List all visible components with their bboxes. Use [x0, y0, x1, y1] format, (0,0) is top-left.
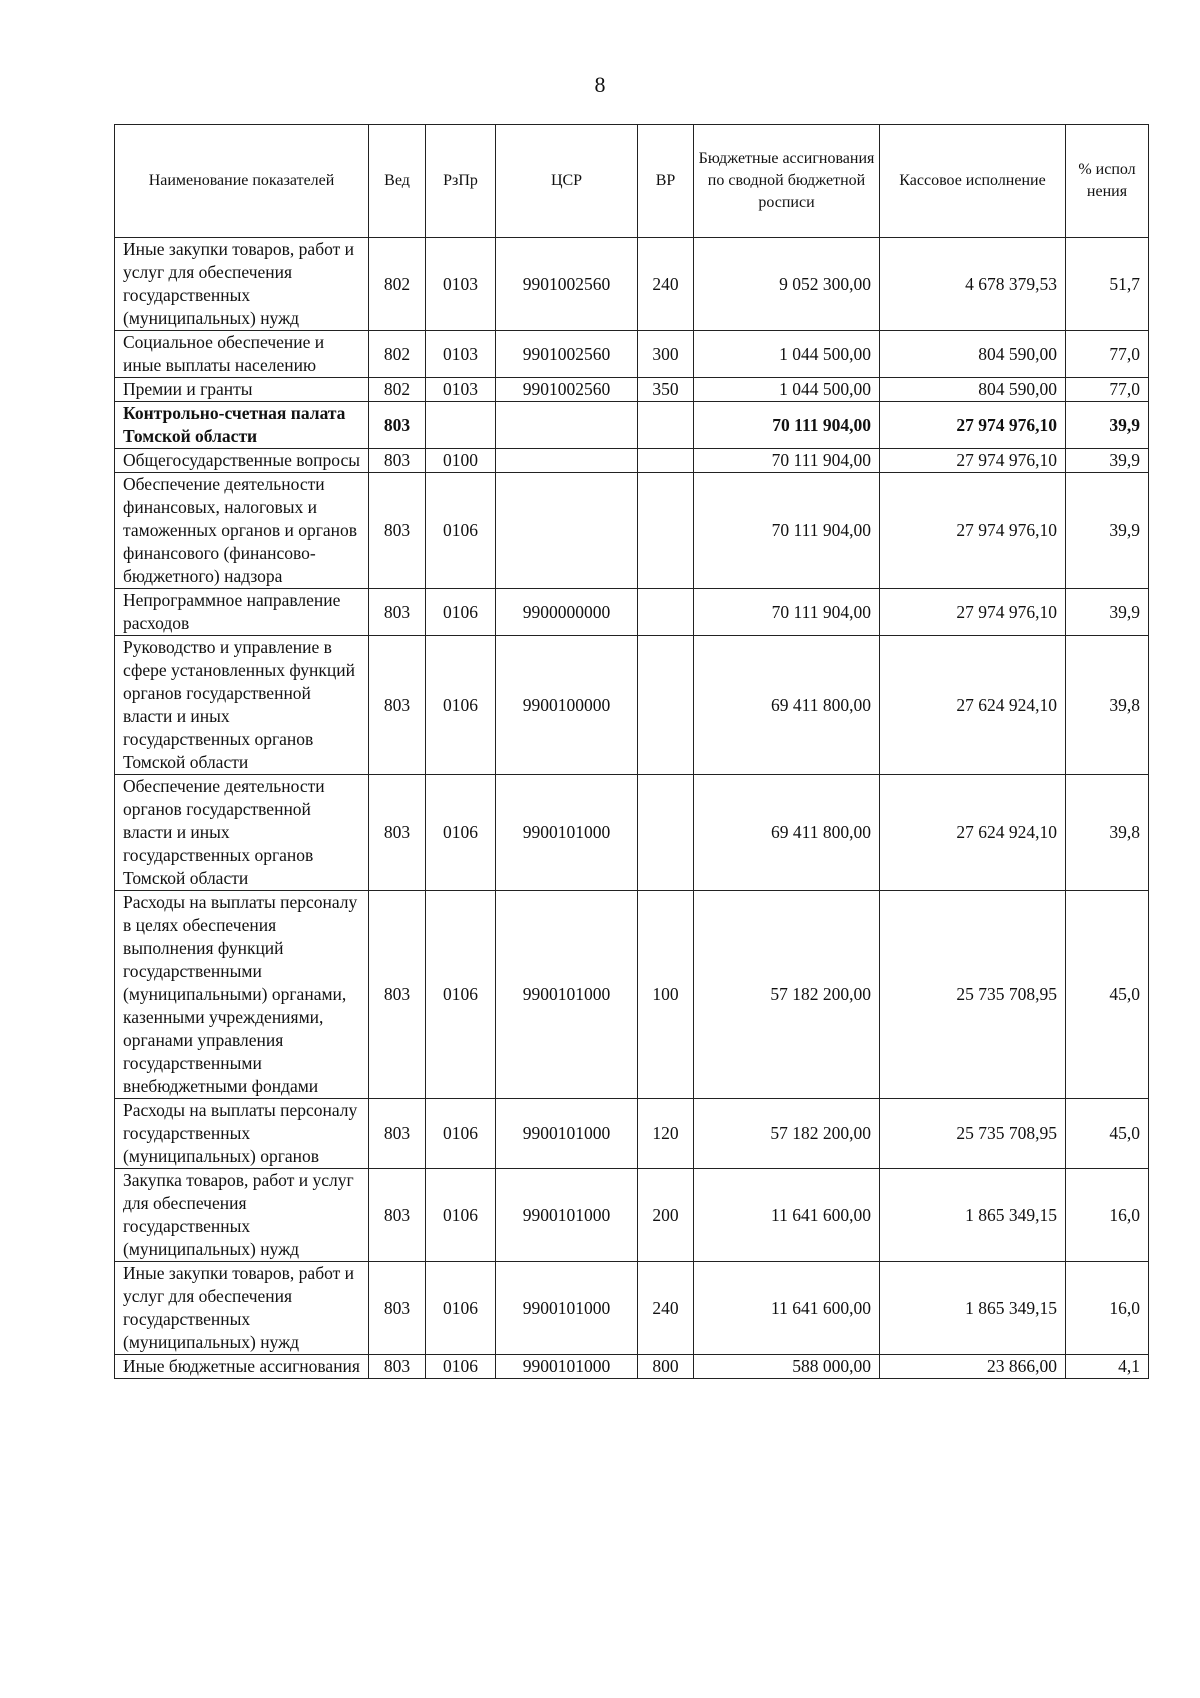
cell-budget: 70 111 904,00: [694, 473, 880, 589]
header-cash: Кассовое исполнение: [880, 125, 1066, 238]
cell-cash: 1 865 349,15: [880, 1262, 1066, 1355]
cell-ved: 803: [369, 473, 426, 589]
cell-ved: 803: [369, 402, 426, 449]
cell-budget: 1 044 500,00: [694, 331, 880, 378]
cell-csr: 9900101000: [496, 1262, 638, 1355]
header-vr: ВР: [638, 125, 694, 238]
cell-vr: 240: [638, 238, 694, 331]
cell-pct: 16,0: [1066, 1262, 1149, 1355]
table-row: [115, 891, 1149, 1099]
cell-ved: 802: [369, 331, 426, 378]
cell-rzpr: 0106: [426, 775, 496, 891]
page-number: 8: [594, 72, 606, 97]
cell-csr: [496, 402, 638, 449]
cell-rzpr: 0106: [426, 1262, 496, 1355]
cell-rzpr: 0106: [426, 589, 496, 636]
cell-name: Расходы на выплаты персоналу государственных (муниципальных) органов: [115, 1099, 369, 1169]
cell-rzpr: 0106: [426, 473, 496, 589]
cell-vr: [638, 473, 694, 589]
cell-ved: 803: [369, 636, 426, 775]
cell-cash: 27 624 924,10: [880, 775, 1066, 891]
cell-pct: 4,1: [1066, 1355, 1149, 1379]
cell-budget: 70 111 904,00: [694, 449, 880, 473]
cell-budget: 11 641 600,00: [694, 1262, 880, 1355]
cell-csr: 9900101000: [496, 891, 638, 1099]
cell-rzpr: [426, 402, 496, 449]
cell-csr: 9900100000: [496, 636, 638, 775]
cell-ved: 803: [369, 891, 426, 1099]
cell-csr: 9901002560: [496, 331, 638, 378]
cell-budget: 57 182 200,00: [694, 1099, 880, 1169]
cell-csr: 9900101000: [496, 1355, 638, 1379]
cell-vr: 240: [638, 1262, 694, 1355]
cell-budget: 69 411 800,00: [694, 775, 880, 891]
cell-csr: [496, 449, 638, 473]
cell-name: Руководство и управление в сфере установленных функций органов государственной власти и иных государственных органов Томской области: [115, 636, 369, 775]
cell-rzpr: 0103: [426, 378, 496, 402]
cell-cash: 25 735 708,95: [880, 1099, 1066, 1169]
cell-vr: [638, 775, 694, 891]
table-body: [115, 238, 1149, 1379]
cell-pct: 39,9: [1066, 449, 1149, 473]
cell-cash: 804 590,00: [880, 331, 1066, 378]
table-row: [115, 1262, 1149, 1355]
cell-pct: 51,7: [1066, 238, 1149, 331]
cell-name: Иные бюджетные ассигнования: [115, 1355, 369, 1379]
cell-name: Иные закупки товаров, работ и услуг для обеспечения государственных (муниципальных) нужд: [115, 1262, 369, 1355]
cell-name: Обеспечение деятельности финансовых, налоговых и таможенных органов и органов финансового (финансово-бюджетного) надзора: [115, 473, 369, 589]
cell-cash: 23 866,00: [880, 1355, 1066, 1379]
cell-cash: 27 624 924,10: [880, 636, 1066, 775]
table-row: [115, 1355, 1149, 1379]
cell-budget: 70 111 904,00: [694, 589, 880, 636]
cell-name: Социальное обеспечение и иные выплаты населению: [115, 331, 369, 378]
table-row: [115, 378, 1149, 402]
cell-cash: 27 974 976,10: [880, 402, 1066, 449]
cell-ved: 803: [369, 449, 426, 473]
cell-csr: [496, 473, 638, 589]
cell-name: Премии и гранты: [115, 378, 369, 402]
cell-ved: 803: [369, 775, 426, 891]
cell-budget: 69 411 800,00: [694, 636, 880, 775]
cell-pct: 77,0: [1066, 331, 1149, 378]
cell-cash: 27 974 976,10: [880, 473, 1066, 589]
cell-budget: 1 044 500,00: [694, 378, 880, 402]
table-row: [115, 589, 1149, 636]
cell-vr: 100: [638, 891, 694, 1099]
header-budget: Бюджетные ассигнования по сводной бюджетной росписи: [694, 125, 880, 238]
cell-name: Расходы на выплаты персоналу в целях обеспечения выполнения функций государственными (муниципальными) органами, казенными учреждениями, органами управления государственными внебюджетными фондами: [115, 891, 369, 1099]
table-row: [115, 1099, 1149, 1169]
cell-pct: 39,8: [1066, 636, 1149, 775]
cell-rzpr: 0106: [426, 1169, 496, 1262]
cell-vr: 350: [638, 378, 694, 402]
cell-csr: 9900101000: [496, 775, 638, 891]
cell-rzpr: 0103: [426, 238, 496, 331]
cell-budget: 11 641 600,00: [694, 1169, 880, 1262]
cell-rzpr: 0103: [426, 331, 496, 378]
table-row: [115, 238, 1149, 331]
cell-name: Обеспечение деятельности органов государственной власти и иных государственных органов Томской области: [115, 775, 369, 891]
cell-pct: 39,9: [1066, 589, 1149, 636]
cell-budget: 70 111 904,00: [694, 402, 880, 449]
table-header-row: [115, 125, 1149, 238]
cell-budget: 57 182 200,00: [694, 891, 880, 1099]
cell-pct: 39,9: [1066, 473, 1149, 589]
cell-rzpr: 0106: [426, 1355, 496, 1379]
table-row: [115, 331, 1149, 378]
header-pct: % испол нения: [1066, 125, 1149, 238]
cell-name: Общегосударственные вопросы: [115, 449, 369, 473]
cell-cash: 804 590,00: [880, 378, 1066, 402]
cell-rzpr: 0106: [426, 636, 496, 775]
cell-pct: 39,9: [1066, 402, 1149, 449]
cell-ved: 803: [369, 589, 426, 636]
cell-cash: 27 974 976,10: [880, 589, 1066, 636]
table-row: [115, 775, 1149, 891]
cell-vr: 120: [638, 1099, 694, 1169]
cell-vr: 800: [638, 1355, 694, 1379]
cell-ved: 802: [369, 378, 426, 402]
cell-ved: 802: [369, 238, 426, 331]
cell-csr: 9900101000: [496, 1099, 638, 1169]
cell-cash: 27 974 976,10: [880, 449, 1066, 473]
cell-vr: [638, 589, 694, 636]
cell-cash: 25 735 708,95: [880, 891, 1066, 1099]
table-row: [115, 449, 1149, 473]
cell-name: Непрограммное направление расходов: [115, 589, 369, 636]
cell-vr: [638, 449, 694, 473]
cell-cash: 4 678 379,53: [880, 238, 1066, 331]
cell-pct: 45,0: [1066, 891, 1149, 1099]
header-ved: Вед: [369, 125, 426, 238]
header-csr: ЦСР: [496, 125, 638, 238]
cell-vr: [638, 402, 694, 449]
cell-ved: 803: [369, 1099, 426, 1169]
cell-pct: 77,0: [1066, 378, 1149, 402]
cell-vr: 300: [638, 331, 694, 378]
table-row: [115, 402, 1149, 449]
cell-csr: 9900101000: [496, 1169, 638, 1262]
cell-name: Контрольно-счетная палата Томской области: [115, 402, 369, 449]
table-row: [115, 636, 1149, 775]
cell-rzpr: 0106: [426, 891, 496, 1099]
cell-ved: 803: [369, 1262, 426, 1355]
cell-vr: 200: [638, 1169, 694, 1262]
cell-ved: 803: [369, 1169, 426, 1262]
cell-vr: [638, 636, 694, 775]
cell-pct: 45,0: [1066, 1099, 1149, 1169]
cell-ved: 803: [369, 1355, 426, 1379]
cell-csr: 9901002560: [496, 378, 638, 402]
cell-pct: 39,8: [1066, 775, 1149, 891]
header-name: Наименование показателей: [115, 125, 369, 238]
table-row: [115, 1169, 1149, 1262]
budget-execution-table: [114, 124, 1149, 1379]
cell-name: Иные закупки товаров, работ и услуг для обеспечения государственных (муниципальных) нужд: [115, 238, 369, 331]
cell-cash: 1 865 349,15: [880, 1169, 1066, 1262]
header-rzpr: РзПр: [426, 125, 496, 238]
cell-pct: 16,0: [1066, 1169, 1149, 1262]
cell-rzpr: 0106: [426, 1099, 496, 1169]
cell-rzpr: 0100: [426, 449, 496, 473]
table-row: [115, 473, 1149, 589]
cell-budget: 9 052 300,00: [694, 238, 880, 331]
cell-name: Закупка товаров, работ и услуг для обеспечения государственных (муниципальных) нужд: [115, 1169, 369, 1262]
cell-csr: 9901002560: [496, 238, 638, 331]
cell-budget: 588 000,00: [694, 1355, 880, 1379]
cell-csr: 9900000000: [496, 589, 638, 636]
